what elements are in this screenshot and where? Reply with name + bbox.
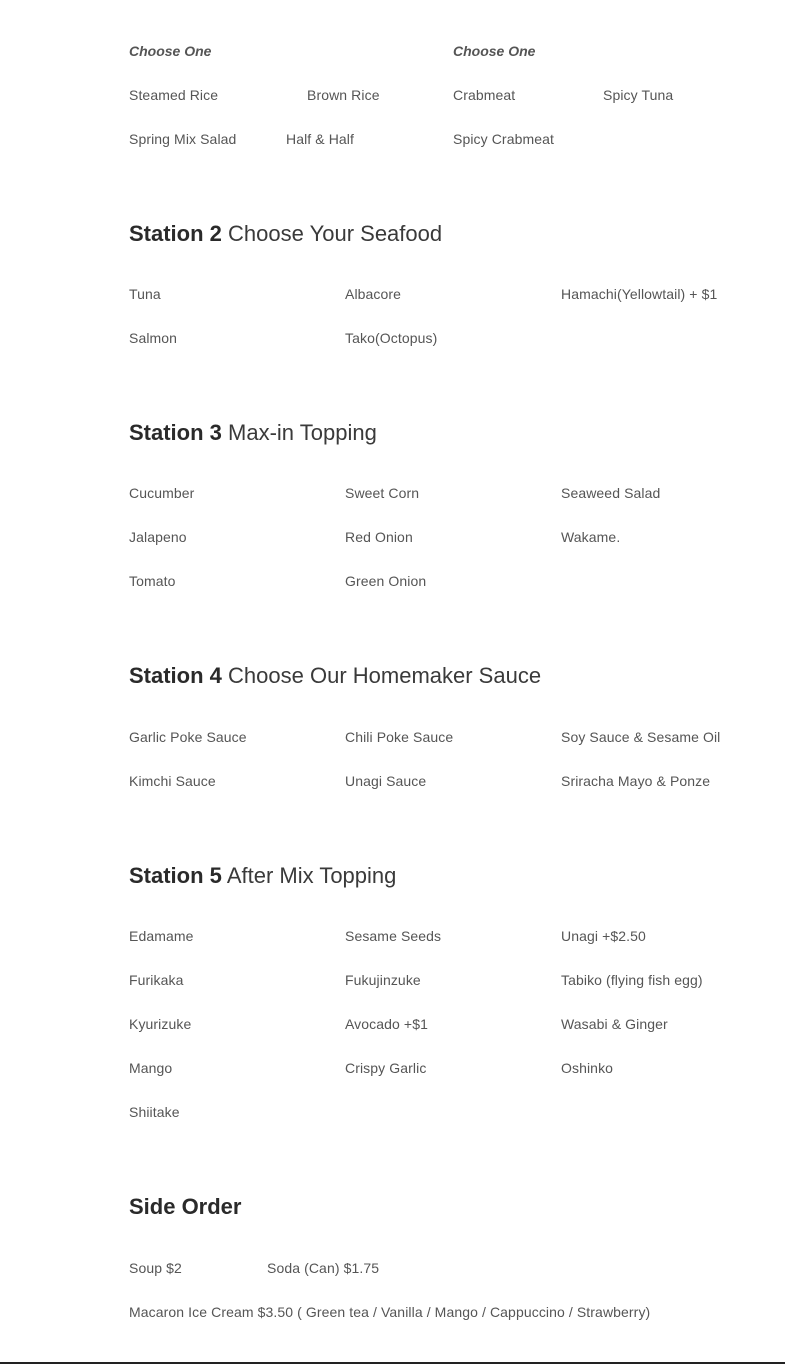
station-2-title: Choose Your Seafood <box>228 221 443 246</box>
station-2-heading <box>129 221 442 247</box>
station-3-item-seaweed-salad: Seaweed Salad <box>561 485 661 501</box>
station-2-item-tuna: Tuna <box>129 286 161 302</box>
base-item-steamed-rice: Steamed Rice <box>129 87 219 103</box>
side-order-item-macaron-ice-cream: Macaron Ice Cream $3.50 ( Green tea / Vanilla / Mango / Cappuccino / Strawberry) <box>129 1304 651 1320</box>
protein-item-crabmeat: Crabmeat <box>453 87 516 103</box>
station-3-item-cucumber: Cucumber <box>129 485 195 501</box>
station-5-item-crispy-garlic: Crispy Garlic <box>345 1060 427 1076</box>
station-4-title: Choose Our Homemaker Sauce <box>228 663 542 688</box>
side-order-heading: Side Order <box>129 1194 242 1219</box>
station-2-number: Station 2 <box>129 221 222 246</box>
station-5-number: Station 5 <box>129 863 222 888</box>
station-3-item-sweet-corn: Sweet Corn <box>345 485 420 501</box>
bottom-divider <box>0 1362 785 1364</box>
station-2-item-salmon: Salmon <box>129 330 178 346</box>
station-5-item-shiitake: Shiitake <box>129 1104 180 1120</box>
station-5-item-kyurizuke: Kyurizuke <box>129 1016 192 1032</box>
station-5-item-unagi: Unagi +$2.50 <box>561 928 646 944</box>
station-5-item-mango: Mango <box>129 1060 173 1076</box>
station-5-item-tabiko: Tabiko (flying fish egg) <box>561 972 703 988</box>
station-3-number: Station 3 <box>129 420 222 445</box>
station-5-item-oshinko: Oshinko <box>561 1060 614 1076</box>
station-3-item-wakame: Wakame. <box>561 529 621 545</box>
station-5-item-edamame: Edamame <box>129 928 194 944</box>
station-3-item-tomato: Tomato <box>129 573 176 589</box>
station-3-item-green-onion: Green Onion <box>345 573 427 589</box>
base-item-spring-mix-salad: Spring Mix Salad <box>129 131 237 147</box>
station-3-heading <box>129 420 377 446</box>
station-2-item-tako: Tako(Octopus) <box>345 330 438 346</box>
station-5-heading <box>129 863 396 889</box>
protein-item-spicy-tuna: Spicy Tuna <box>603 87 674 103</box>
station-4-item-unagi-sauce: Unagi Sauce <box>345 773 427 789</box>
station-4-item-chili-poke-sauce: Chili Poke Sauce <box>345 729 454 745</box>
station-4-number: Station 4 <box>129 663 222 688</box>
station-3-item-red-onion: Red Onion <box>345 529 413 545</box>
station-4-item-sriracha-mayo-ponze: Sriracha Mayo & Ponze <box>561 773 711 789</box>
station-5-title: After Mix Topping <box>226 863 397 888</box>
station-4-item-soy-sauce-sesame-oil: Soy Sauce & Sesame Oil <box>561 729 721 745</box>
protein-item-spicy-crabmeat: Spicy Crabmeat <box>453 131 554 147</box>
station-4-item-garlic-poke-sauce: Garlic Poke Sauce <box>129 729 247 745</box>
side-order-item-soda: Soda (Can) $1.75 <box>267 1260 380 1276</box>
base-choose-label: Choose One <box>129 43 212 59</box>
station-4-heading <box>129 663 541 689</box>
base-item-half-and-half: Half & Half <box>286 131 355 147</box>
base-item-brown-rice: Brown Rice <box>307 87 380 103</box>
station-3-item-jalapeno: Jalapeno <box>129 529 187 545</box>
side-order-item-soup: Soup $2 <box>129 1260 182 1276</box>
station-5-item-furikaka: Furikaka <box>129 972 184 988</box>
station-5-item-sesame-seeds: Sesame Seeds <box>345 928 442 944</box>
station-5-item-wasabi-ginger: Wasabi & Ginger <box>561 1016 668 1032</box>
station-5-item-avocado: Avocado +$1 <box>345 1016 428 1032</box>
station-2-item-hamachi: Hamachi(Yellowtail) + $1 <box>561 286 718 302</box>
station-3-title: Max-in Topping <box>228 420 377 445</box>
protein-choose-label: Choose One <box>453 43 536 59</box>
station-2-item-albacore: Albacore <box>345 286 402 302</box>
station-5-item-fukujinzuke: Fukujinzuke <box>345 972 421 988</box>
station-4-item-kimchi-sauce: Kimchi Sauce <box>129 773 216 789</box>
